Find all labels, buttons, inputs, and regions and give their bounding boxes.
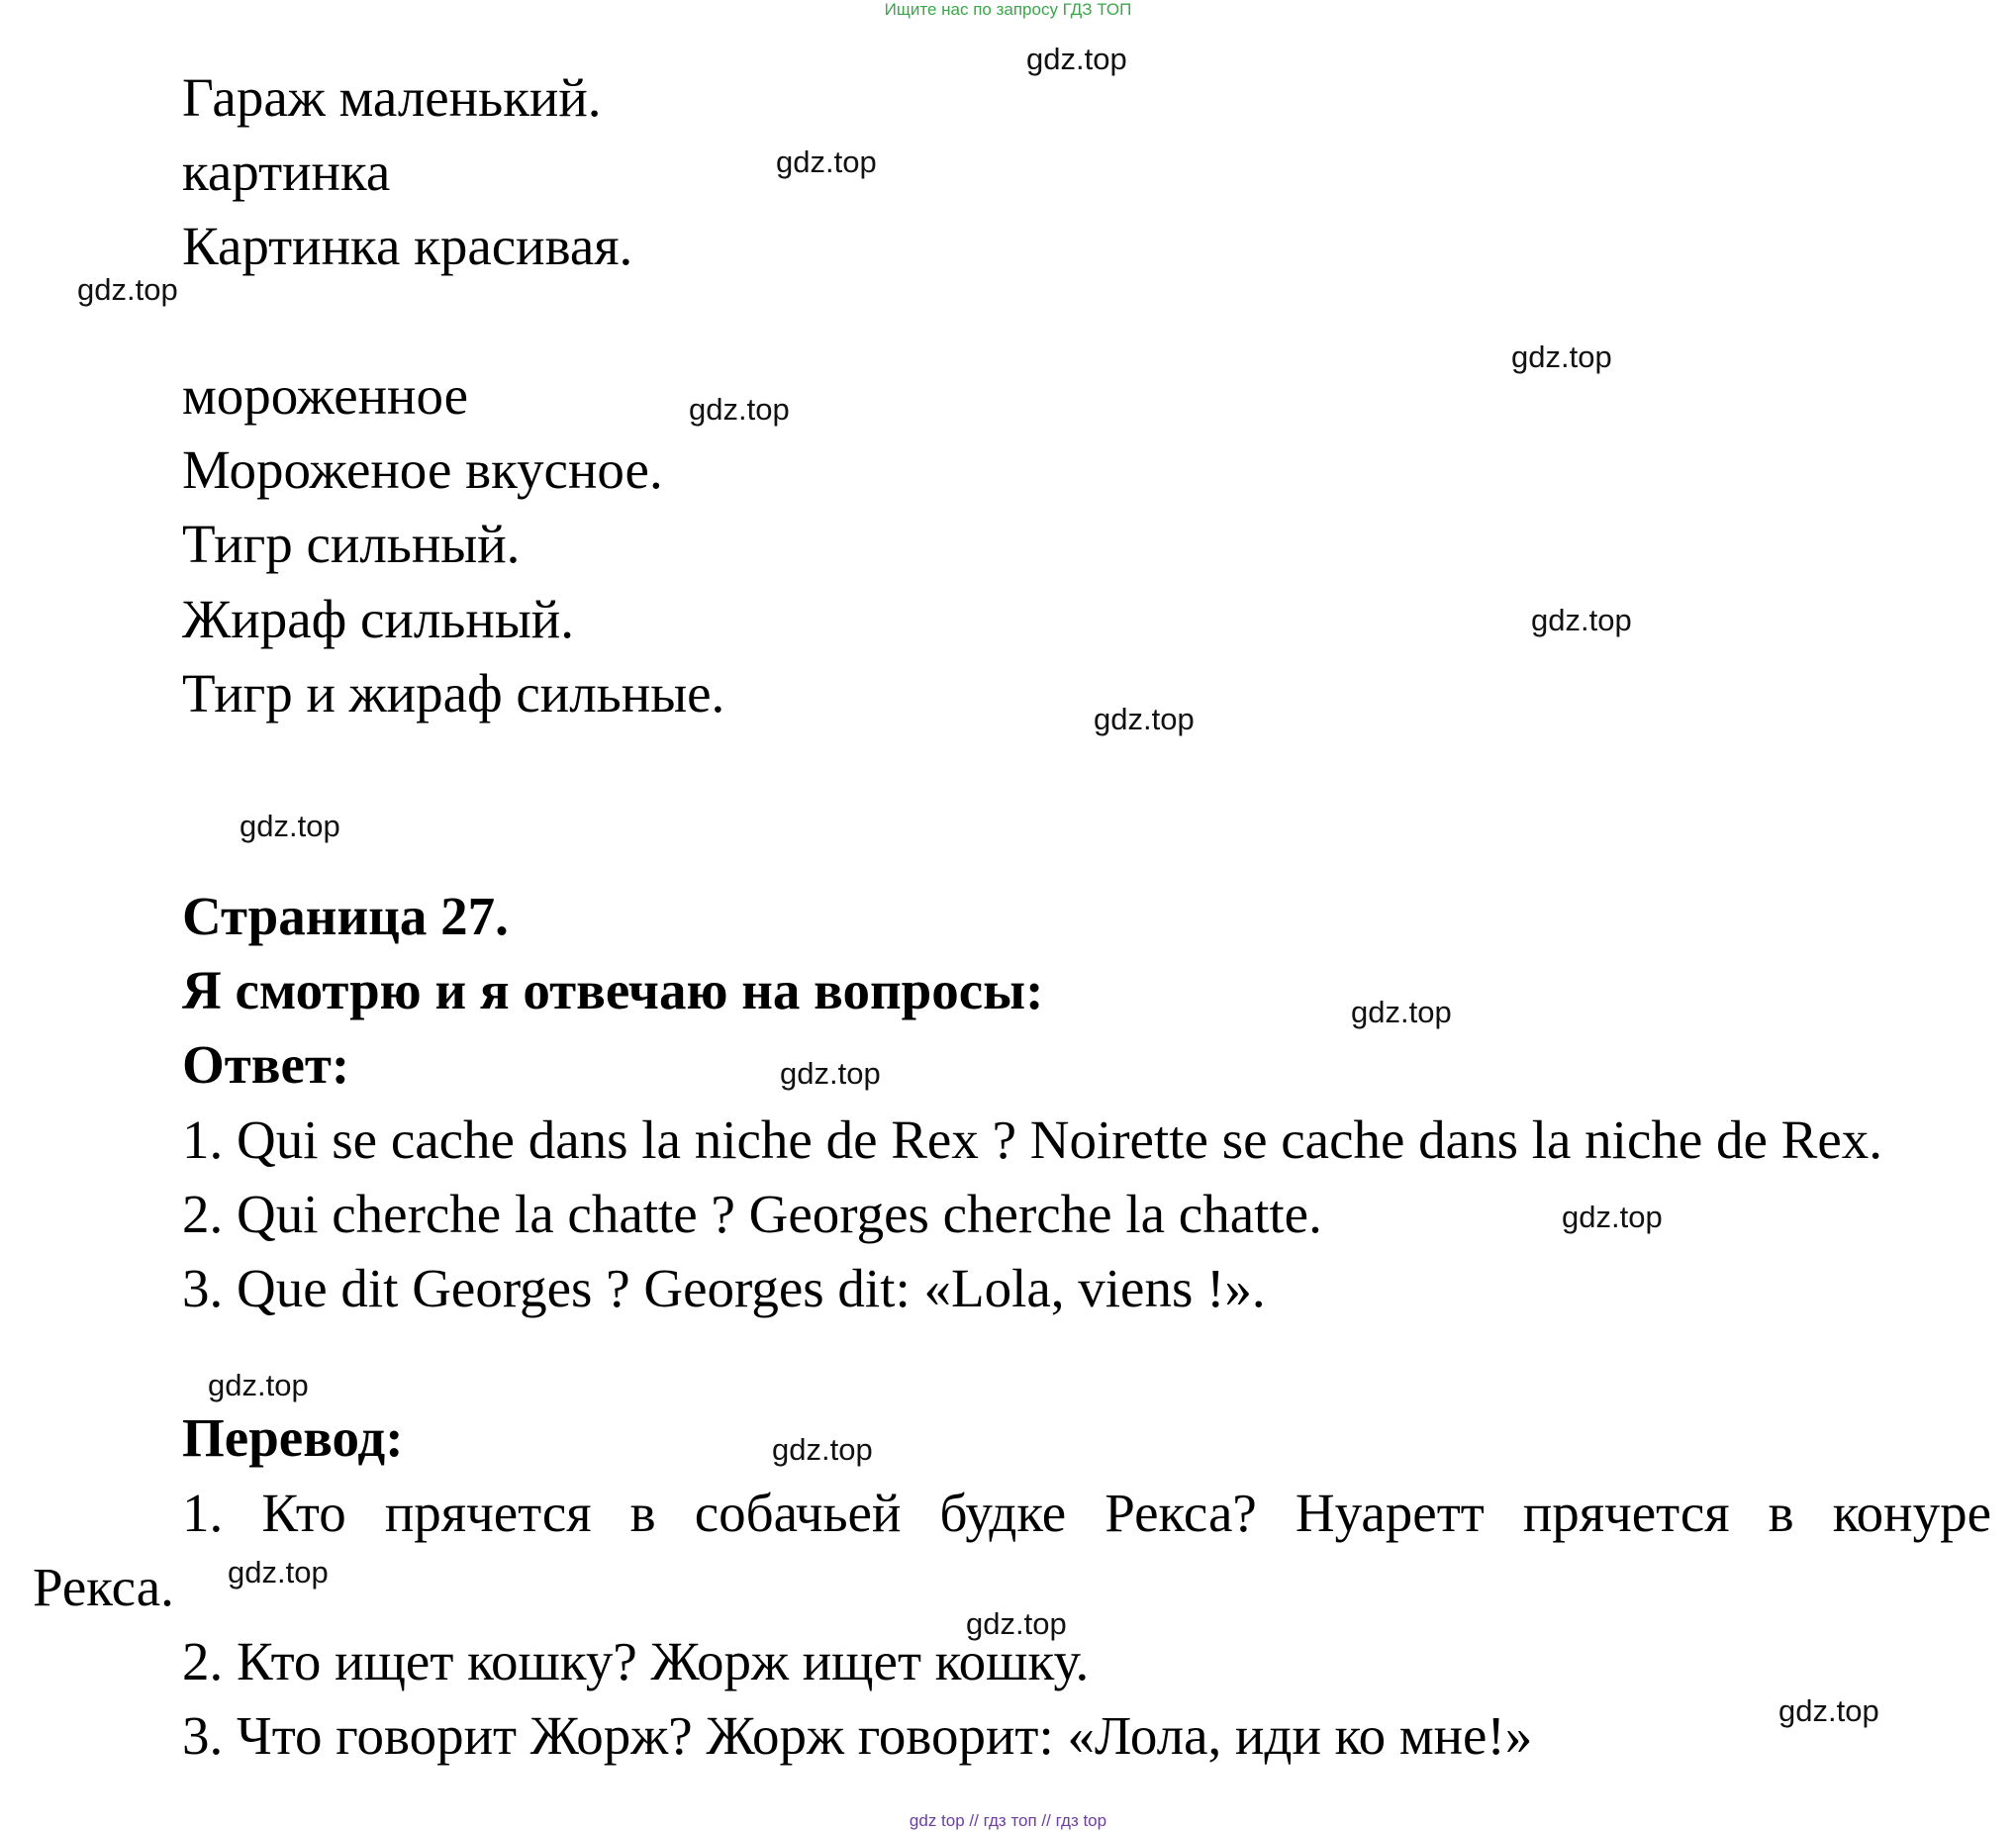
watermark: gdz.top xyxy=(1094,702,1195,736)
translation-line: Рекса. xyxy=(33,1557,174,1617)
text-line: Картинка красивая. xyxy=(182,216,633,276)
watermark: gdz.top xyxy=(1562,1200,1663,1234)
watermark: gdz.top xyxy=(1778,1693,1879,1728)
text-line: картинка xyxy=(182,142,391,202)
translation-line: 1. Кто прячется в собачьей будке Рекса? Нуаретт прячется в конуре xyxy=(182,1483,1991,1543)
text-line: Гараж маленький. xyxy=(182,67,602,128)
text-line: мороженное xyxy=(182,365,469,426)
footer-watermark: gdz top // гдз топ // гдз top xyxy=(909,1811,1107,1830)
text-line: Тигр и жираф сильные. xyxy=(182,663,725,723)
watermark: gdz.top xyxy=(776,145,877,179)
text-line: Тигр сильный. xyxy=(182,514,521,574)
answer-line: 3. Que dit Georges ? Georges dit: «Lola, viens !». xyxy=(182,1258,1266,1318)
answer-line: 1. Qui se cache dans la niche de Rex ? Noirette se cache dans la niche de Rex. xyxy=(182,1109,1883,1170)
translation-line: 2. Кто ищет кошку? Жорж ищет кошку. xyxy=(182,1631,1090,1691)
watermark: gdz.top xyxy=(1531,603,1632,637)
answer-line: 2. Qui cherche la chatte ? Georges cherche la chatte. xyxy=(182,1184,1322,1244)
watermark: gdz.top xyxy=(689,392,790,427)
translation-line: 3. Что говорит Жорж? Жорж говорит: «Лола, иди ко мне!» xyxy=(182,1705,1533,1766)
watermark: gdz.top xyxy=(1026,42,1127,76)
watermark: gdz.top xyxy=(966,1606,1067,1641)
top-banner: Ищите нас по запросу ГДЗ ТОП xyxy=(884,0,1132,19)
watermark: gdz.top xyxy=(780,1056,881,1091)
translation-heading: Перевод: xyxy=(182,1407,404,1468)
watermark: gdz.top xyxy=(772,1432,873,1467)
page-title: Страница 27. xyxy=(182,886,509,946)
task-heading: Я смотрю и я отвечаю на вопросы: xyxy=(182,960,1044,1020)
text-line: Мороженое вкусное. xyxy=(182,439,663,500)
watermark: gdz.top xyxy=(1511,339,1612,374)
answer-heading: Ответ: xyxy=(182,1034,350,1095)
text-line: Жираф сильный. xyxy=(182,589,574,649)
watermark: gdz.top xyxy=(1351,995,1452,1029)
watermark: gdz.top xyxy=(77,272,178,307)
watermark: gdz.top xyxy=(208,1368,309,1402)
watermark: gdz.top xyxy=(240,809,340,843)
watermark: gdz.top xyxy=(228,1555,329,1590)
